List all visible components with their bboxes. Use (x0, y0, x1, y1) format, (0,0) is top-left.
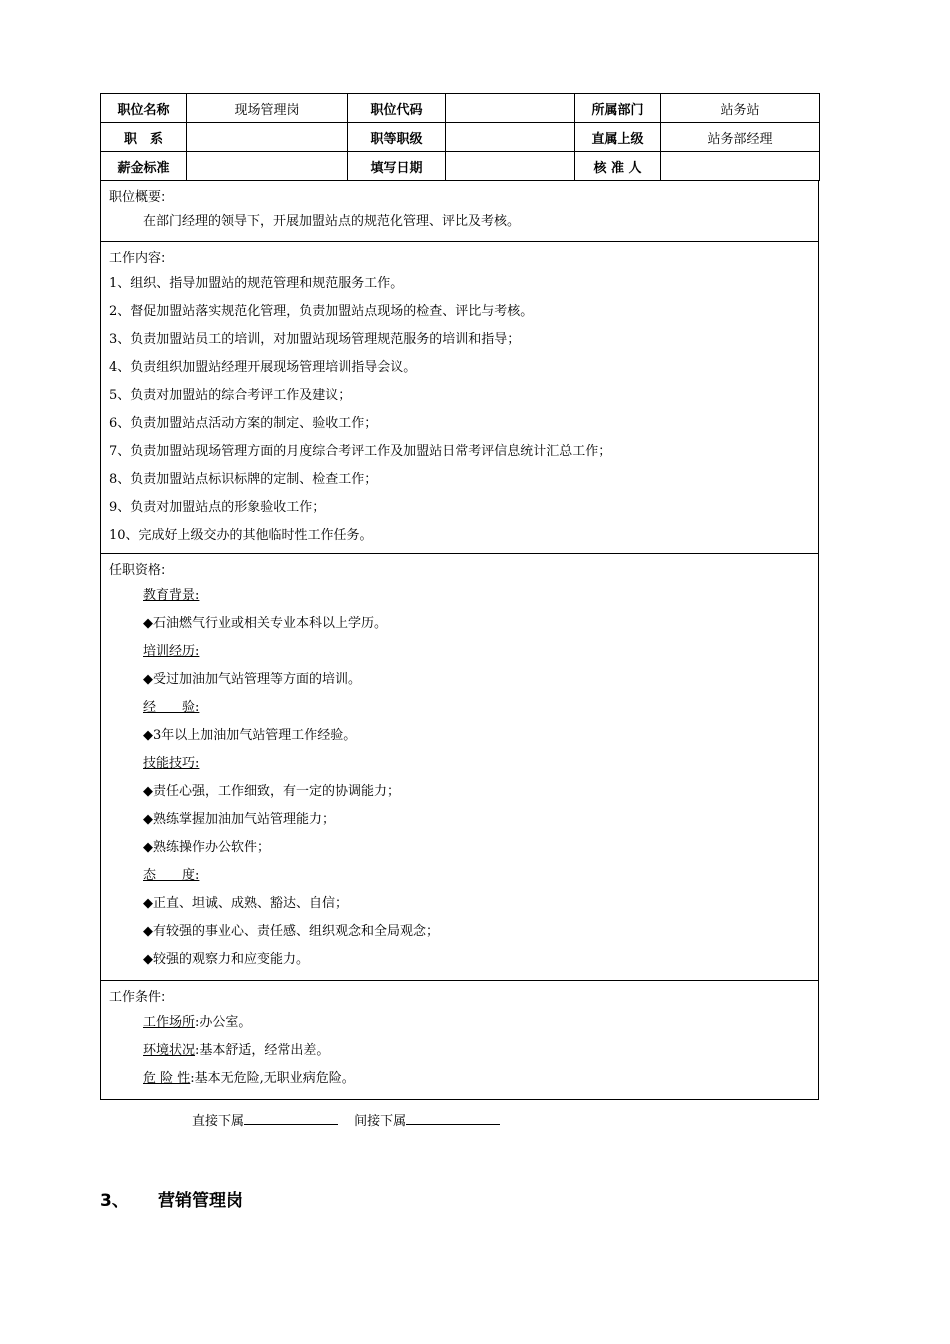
header-row (101, 94, 820, 123)
position-code-label: 职位代码 (348, 94, 446, 123)
next-section-heading (100, 1186, 243, 1211)
environment-label: 环境状况 (143, 1043, 196, 1058)
department-label: 所属部门 (575, 94, 661, 123)
skills-item: ◆熟练掌握加油加气站管理能力； (143, 812, 335, 827)
conditions-section (100, 981, 819, 1100)
work-place-label: 工作场所 (143, 1015, 196, 1030)
indirect-subordinates-label: 间接下属 (354, 1114, 407, 1129)
qualifications-title: 任职资格: (109, 563, 166, 578)
approver-value (661, 152, 820, 181)
experience-label: 经 验: (143, 700, 200, 715)
supervisor-value: 站务部经理 (661, 123, 820, 152)
indirect-subordinates-blank (406, 1110, 500, 1125)
list-item: 8、负责加盟站点标识标牌的定制、检查工作； (109, 472, 378, 487)
section-number: 3、 (100, 1191, 129, 1211)
environment-line (101, 1037, 818, 1065)
attitude-label: 态 度: (143, 868, 200, 883)
work-place-value: :办公室。 (195, 1015, 252, 1030)
list-item: 1、组织、指导加盟站的规范管理和规范服务工作。 (109, 276, 404, 291)
skills-item: ◆熟练操作办公软件； (143, 840, 270, 855)
duties-section (100, 242, 819, 554)
qualifications-section (100, 554, 819, 981)
skills-item: ◆责任心强，工作细致，有一定的协调能力； (143, 784, 400, 799)
subordinates-line (192, 1110, 512, 1129)
attitude-item: ◆较强的观察力和应变能力。 (143, 952, 309, 967)
supervisor-label: 直属上级 (575, 123, 661, 152)
list-item: 4、负责组织加盟站经理开展现场管理培训指导会议。 (109, 360, 417, 375)
grade-label: 职等职级 (348, 123, 446, 152)
risk-value: :基本无危险,无职业病危险。 (190, 1071, 355, 1086)
position-name-label: 职位名称 (101, 94, 187, 123)
training-text: ◆受过加油加气站管理等方面的培训。 (143, 672, 361, 687)
job-description-sheet (100, 93, 819, 1100)
fill-date-value (446, 152, 575, 181)
header-table (100, 93, 820, 181)
direct-subordinates-blank (244, 1110, 338, 1125)
skills-label: 技能技巧: (143, 756, 200, 771)
attitude-item: ◆有较强的事业心、责任感、组织观念和全局观念； (143, 924, 439, 939)
header-row (101, 152, 820, 181)
list-item: 7、负责加盟站现场管理方面的月度综合考评工作及加盟站日常考评信息统计汇总工作； (109, 444, 612, 459)
header-row (101, 123, 820, 152)
approver-label: 核 准 人 (575, 152, 661, 181)
list-item: 2、督促加盟站落实规范化管理，负责加盟站点现场的检查、评比与考核。 (109, 304, 534, 319)
job-series-value (187, 123, 348, 152)
direct-subordinates-label: 直接下属 (192, 1114, 245, 1129)
list-item: 5、负责对加盟站的综合考评工作及建议； (109, 388, 352, 403)
environment-value: :基本舒适，经常出差。 (195, 1043, 330, 1058)
risk-label: 危 险 性 (143, 1071, 191, 1086)
overview-text: 在部门经理的领导下，开展加盟站点的规范化管理、评比及考核。 (143, 214, 521, 229)
education-label: 教育背景: (143, 588, 200, 603)
experience-text: ◆3年以上加油加气站管理工作经验。 (143, 728, 357, 743)
list-item: 10、完成好上级交办的其他临时性工作任务。 (109, 528, 373, 543)
attitude-item: ◆正直、坦诚、成熟、豁达、自信； (143, 896, 348, 911)
salary-value (187, 152, 348, 181)
section-title: 营销管理岗 (158, 1191, 243, 1211)
list-item: 9、负责对加盟站点的形象验收工作； (109, 500, 326, 515)
overview-section (100, 181, 819, 242)
salary-label: 薪金标准 (101, 152, 187, 181)
grade-value (446, 123, 575, 152)
fill-date-label: 填写日期 (348, 152, 446, 181)
work-place-line (101, 1009, 818, 1037)
duties-title: 工作内容: (109, 251, 166, 266)
risk-line (101, 1065, 818, 1093)
department-value: 站务站 (661, 94, 820, 123)
list-item: 3、负责加盟站员工的培训，对加盟站现场管理规范服务的培训和指导； (109, 332, 521, 347)
training-label: 培训经历: (143, 644, 200, 659)
education-text: ◆石油燃气行业或相关专业本科以上学历。 (143, 616, 387, 631)
position-code-value (446, 94, 575, 123)
list-item: 6、负责加盟站点活动方案的制定、验收工作； (109, 416, 378, 431)
position-name-value: 现场管理岗 (187, 94, 348, 123)
overview-title: 职位概要: (109, 190, 166, 205)
conditions-title: 工作条件: (109, 990, 166, 1005)
job-series-label: 职 系 (101, 123, 187, 152)
